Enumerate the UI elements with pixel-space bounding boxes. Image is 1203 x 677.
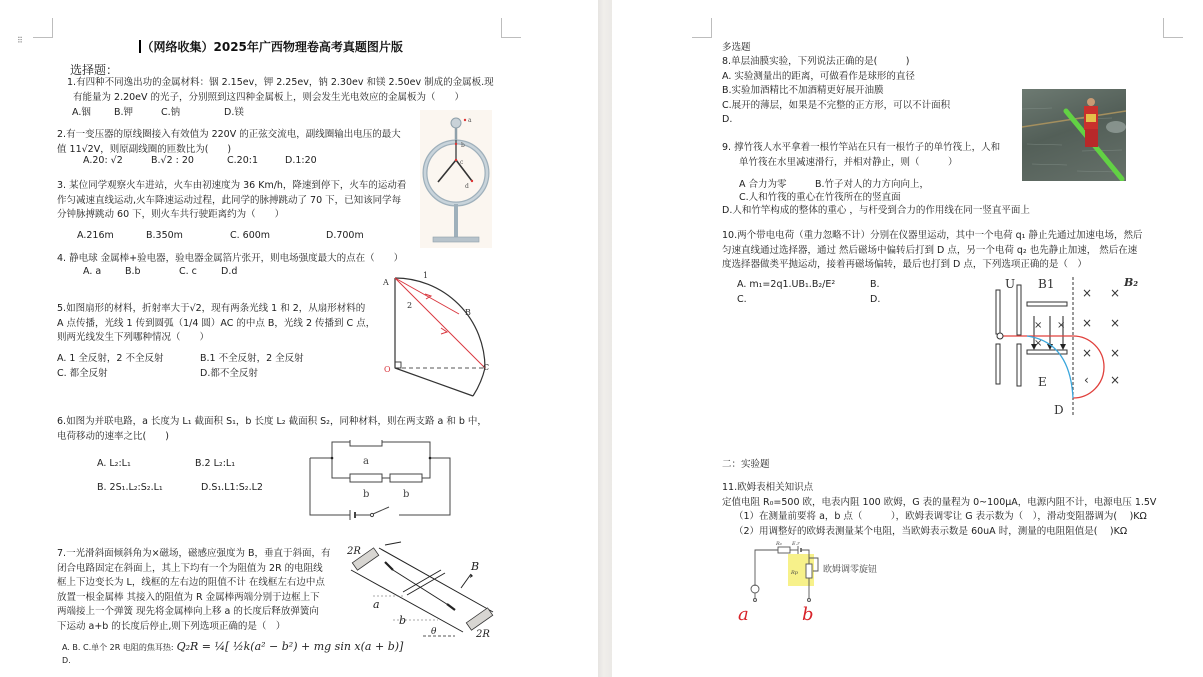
question-7-text: 两端接上一个弹簧 现先将金属棒向上移 a 的长度后释放弹簧向 — [57, 606, 319, 617]
question-11-title: 11.欧姆表相关知识点 — [722, 482, 814, 493]
option-b: B.实验加酒精比不加酒精更好展开油膜 — [722, 85, 884, 96]
option-a: A.216m — [77, 230, 114, 241]
joule-heat-formula: Q₂R = ¼[ ½k(a² − b²) + mg sin x(a + b)] — [176, 640, 404, 653]
mass-spectrometer-figure — [990, 272, 1140, 417]
svg-text:2: 2 — [407, 301, 413, 310]
question-10-text: 10.两个带电电荷（重力忽略不计）分别在仪器里运动，其中一个电荷 q₁ 静止先通过加速电场，然后 — [722, 230, 1143, 241]
question-11 — [722, 481, 1156, 539]
option-d: D.S₁.L1:S₂.L2 — [201, 482, 263, 493]
svg-text:1: 1 — [423, 271, 429, 280]
svg-text:B1: B1 — [1038, 277, 1055, 291]
svg-text:U: U — [1005, 277, 1016, 291]
section-heading-single-choice: 选择题： — [70, 63, 119, 77]
svg-text:b: b — [363, 489, 370, 500]
svg-text:‹: ‹ — [1084, 373, 1089, 387]
page-corner-mark — [501, 18, 521, 38]
page-corner-mark — [1163, 18, 1183, 38]
option-c: C. 都全反射 — [57, 367, 108, 379]
question-6-text: 电荷移动的速率之比( ) — [57, 430, 169, 442]
electroscope-figure — [420, 110, 492, 248]
svg-text:c: c — [460, 159, 464, 166]
option-a: A.20: √2 — [83, 155, 123, 166]
parallel-circuit-figure — [305, 440, 455, 520]
svg-text:B: B — [471, 560, 480, 573]
question-9-text: 单竹筏在水里减速滑行，并相对静止，则（ ） — [739, 156, 958, 168]
option-d: D.都不全反射 — [200, 367, 258, 379]
bamboo-rafting-photo — [1022, 89, 1126, 181]
option-b: B.350m — [146, 230, 183, 241]
question-5-text: 则两光线发生下列哪种情况（ ） — [57, 332, 210, 343]
question-10 — [722, 229, 1143, 273]
sector-refraction-figure — [379, 270, 499, 400]
option-d: D.1:20 — [285, 155, 317, 166]
question-2-options — [83, 155, 317, 166]
question-3-options — [77, 230, 364, 241]
option-b: B. — [870, 279, 880, 290]
question-7-text: 闭合电路固定在斜面上，其上下均有一个为阻值为 2R 的电阻线 — [57, 562, 323, 574]
question-6-text: 6.如图为并联电路，a 长度为 L₁ 截面积 S₁，b 长度 L₂ 截面积 S₂，同种材料，则在两支路 a 和 b 中， — [57, 416, 487, 427]
svg-text:A: A — [383, 278, 389, 287]
option-d: D.镁 — [224, 107, 244, 118]
option-c: C. 600m — [230, 230, 271, 241]
question-10-text: 匀速直线通过选择器，通过 然后磁场中偏转后打到 D 点，另一个电荷 q₂ 也先静止加速， 然后在速 — [722, 244, 1138, 256]
question-11-sub-2: （2）用调整好的欧姆表测量某个电阻，当欧姆表示数是 60uA 时，测量的电阻阻值是( )KΩ — [734, 525, 1128, 537]
option-b: B.竹子对人的力方向向上， — [815, 179, 930, 190]
svg-text:×: × — [1110, 373, 1121, 387]
svg-text:Rp: Rp — [791, 570, 798, 576]
svg-text:a: a — [363, 456, 369, 467]
question-1 — [67, 76, 494, 105]
option-a: A. 1 全反射，2 不全反射 — [57, 353, 164, 364]
svg-text:×: × — [1110, 316, 1121, 330]
svg-text:E: E — [1038, 375, 1047, 389]
svg-text:×: × — [1110, 286, 1121, 300]
svg-text:2R: 2R — [347, 546, 361, 557]
question-6-options — [97, 452, 263, 500]
option-d: D.d — [221, 266, 238, 277]
question-7-text: 框上下边变长为 L，线框的左右边的阻值不计 在线框左右边中点 — [57, 577, 325, 588]
svg-text:b: b — [403, 489, 410, 500]
option-b: B.√2 : 20 — [151, 155, 194, 166]
question-10-options — [737, 278, 880, 307]
option-c: C.20:1 — [227, 155, 258, 166]
page-corner-mark — [692, 18, 712, 38]
svg-text:×: × — [1057, 320, 1066, 331]
question-4: 4. 静电球 金属棒+验电器，验电器金属箔片张开，则电场强度最大的点在（ ） — [57, 253, 404, 264]
svg-text:θ: θ — [431, 627, 437, 637]
option-d: D. — [870, 293, 881, 305]
option-b: B.钾 — [114, 107, 134, 118]
option-c: C.人和竹筏的重心在竹筏所在的竖直面 — [739, 192, 901, 203]
drag-handle-icon[interactable]: ⠿ — [17, 36, 24, 45]
section-heading-experiment: 二：实验题 — [722, 459, 770, 470]
svg-text:B₂: B₂ — [1124, 276, 1139, 289]
option-c: C.钠 — [161, 107, 181, 118]
svg-text:b: b — [802, 604, 814, 622]
document-page-left — [0, 0, 598, 677]
svg-text:×: × — [1034, 320, 1043, 331]
question-11-sub-1: （1）在测量前要将 a，b 点（ ），欧姆表调零让 G 表示数为（ ），滑动变阻器调为( )KΩ — [734, 511, 1147, 522]
question-5 — [57, 302, 375, 346]
option-a: A. L₂:L₁ — [97, 458, 131, 469]
svg-text:×: × — [1110, 346, 1121, 360]
svg-text:×: × — [1082, 316, 1093, 330]
document-title[interactable]: （网络收集）2025年广西物理卷高考真题图片版 — [139, 38, 403, 55]
option-b: B.b — [125, 266, 141, 277]
question-2-text: 2.有一变压器的原线圈接入有效值为 220V 的正弦交流电，副线圈输出电压的最大 — [57, 129, 401, 140]
option-a: A. a — [83, 266, 102, 277]
svg-text:R₀: R₀ — [776, 541, 782, 547]
svg-text:×: × — [1082, 286, 1093, 300]
option-d: D.700m — [326, 230, 364, 241]
question-5-text: 5.如图扇形的材料，折射率大于√2，现有两条光线 1 和 2，从扇形材料的 — [57, 303, 366, 314]
option-b: B.2 L₂:L₁ — [195, 458, 236, 469]
option-a: A.铟 — [72, 107, 91, 118]
svg-text:×: × — [1082, 346, 1093, 360]
option-c-text: A. B. C.单个 2R 电阻的焦耳热: — [62, 643, 174, 652]
question-2-text: 值 11√2V，则原副线圈的匝数比为( ) — [57, 143, 232, 155]
question-7-text: 放置一根金属棒 其接入的阻值为 R 金属棒两端分别于边框上下 — [57, 591, 320, 603]
svg-text:欧姆调零旋钮: 欧姆调零旋钮 — [823, 565, 878, 575]
question-3-text: 作匀减速直线运动,火车降速运动过程，此同学的脉搏跳动了 70 下，已知该同学每 — [57, 194, 402, 206]
option-a: A 合力为零 — [739, 179, 787, 190]
svg-text:2R: 2R — [476, 629, 490, 640]
svg-text:E.r: E.r — [792, 541, 800, 547]
question-11-text: 定值电阻 R₀=500 欧，电表内阻 100 欧姆，G 表的量程为 0~100μA，电源内阻不计，电源电压 1.5V — [722, 496, 1157, 508]
question-10-text: 度选择器做类平抛运动，接着再磁场偏转，最后也打到 D 点，下列选项正确的是（ ） — [722, 259, 1087, 270]
svg-text:a: a — [468, 117, 472, 124]
option-d: D.人和竹竿构成的整体的重心 ，与杆受到合力的作用线在同一竖直平面上 — [722, 205, 1030, 216]
question-7-text: 7.一光滑斜面倾斜角为×磁场，磁感应强度为 B，垂直于斜面，有 — [57, 548, 331, 559]
text-cursor — [139, 40, 141, 53]
option-a: A. 实验测量出的距离，可做看作是球形的直径 — [722, 70, 915, 82]
question-5-text: A 点传播，光线 1 传到圆弧（1/4 圆）AC 的中点 B，光线 2 传播到 C 点， — [57, 317, 376, 329]
question-8 — [722, 55, 950, 128]
section-heading-multi-choice: 多选题 — [722, 42, 751, 53]
question-7-options — [62, 640, 403, 653]
page-corner-mark — [33, 18, 53, 38]
question-3 — [57, 179, 406, 223]
svg-text:b: b — [461, 142, 465, 149]
svg-text:a: a — [373, 598, 380, 611]
question-5-options — [57, 352, 304, 381]
question-2 — [57, 128, 401, 157]
question-1-options — [72, 104, 244, 118]
question-3-text: 3. 某位同学观察火车进站，火车由初速度为 36 Km/h，降速到停下，火车的运动看 — [57, 180, 407, 191]
page-gutter — [598, 0, 612, 677]
question-7 — [57, 547, 331, 634]
option-d: D. — [722, 114, 733, 125]
svg-text:b: b — [399, 614, 407, 627]
option-c: C.展开的薄层，如果是不完整的正方形，可以不计面积 — [722, 99, 951, 111]
question-7-text: 下运动 a+b 的长度后停止,则下列选项正确的是（ ） — [57, 620, 286, 632]
svg-text:a: a — [738, 604, 749, 622]
option-b-alt: B. 2S₁.L₂:S₂.L₁ — [97, 482, 163, 493]
option-a: A. m₁=2q1.UB₁.B₂/E² — [737, 279, 836, 290]
svg-text:C: C — [483, 363, 490, 372]
option-d: D. — [62, 656, 71, 665]
question-3-text: 分钟脉搏跳动 60 下，则火车共行驶距离约为（ ） — [57, 209, 285, 220]
svg-text:D: D — [1054, 403, 1064, 417]
option-b: B.1 不全反射，2 全反射 — [200, 353, 304, 364]
svg-text:×: × — [1034, 338, 1043, 349]
question-1-text: 有能量为 2.20eV 的光子，分别照到这四种金属板上，则会发生光电效应的金属板为（ ） — [73, 91, 465, 103]
svg-text:d: d — [465, 183, 469, 190]
question-9-text: 9. 撑竹筏人水平拿着一根竹竿站在只有一根竹子的单竹筏上，人和 — [722, 142, 1001, 153]
question-9 — [722, 141, 1000, 170]
option-c: C. c — [179, 266, 197, 277]
option-c: C. — [737, 293, 747, 305]
ohmmeter-circuit-figure — [728, 538, 918, 622]
question-8-text: 8.单层油膜实验，下列说法正确的是( ) — [722, 56, 910, 67]
question-1-text: 1.有四种不同逸出功的金属材料：铟 2.15ev，钾 2.25ev，钠 2.30ev 和镁 2.50ev 制成的金属板.现 — [67, 77, 494, 88]
question-4-options — [83, 266, 237, 277]
svg-text:B: B — [465, 308, 471, 317]
svg-text:O: O — [384, 365, 391, 374]
inclined-frame-figure — [343, 540, 498, 640]
